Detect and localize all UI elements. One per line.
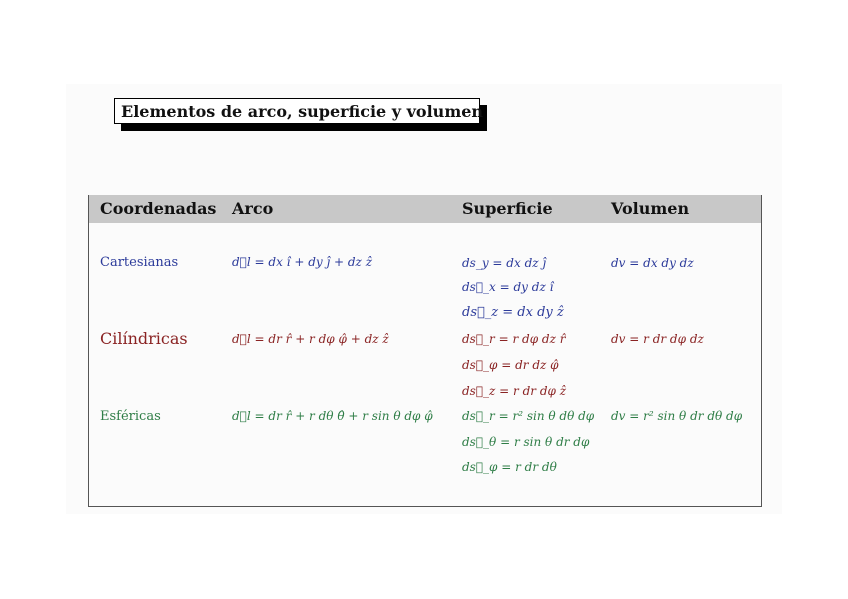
surface-cartesian-x: ds⃗_x = dy dz î bbox=[462, 280, 554, 294]
slide-title: Elementos de arco, superficie y volumen bbox=[114, 98, 480, 124]
surface-cartesian-y: ds_y = dx dz ĵ bbox=[462, 256, 547, 270]
row-label-cartesianas: Cartesianas bbox=[100, 255, 179, 270]
surface-spherical-phi: ds⃗_φ = r dr dθ bbox=[462, 460, 557, 474]
arc-cylindrical: d⃗l = dr r̂ + r dφ φ̂ + dz ẑ bbox=[232, 332, 389, 346]
surface-spherical-theta: ds⃗_θ = r sin θ dr dφ bbox=[462, 435, 590, 449]
table-frame bbox=[88, 195, 762, 507]
surface-cylindrical-phi: ds⃗_φ = dr dz φ̂ bbox=[462, 358, 559, 372]
surface-spherical-r: ds⃗_r = r² sin θ dθ dφ bbox=[462, 409, 595, 423]
row-label-cilindricas: Cilíndricas bbox=[100, 329, 188, 348]
volume-cylindrical: dv = r dr dφ dz bbox=[611, 332, 704, 346]
arc-spherical: d⃗l = dr r̂ + r dθ θ̂ + r sin θ dφ φ̂ bbox=[232, 409, 433, 423]
surface-cartesian-z: ds⃗_z = dx dy ẑ bbox=[462, 305, 564, 320]
surface-cylindrical-z: ds⃗_z = r dr dφ ẑ bbox=[462, 384, 567, 398]
arc-cartesian: d⃗l = dx î + dy ĵ + dz ẑ bbox=[232, 255, 373, 269]
header-superficie: Superficie bbox=[462, 199, 553, 218]
header-coordenadas: Coordenadas bbox=[100, 199, 217, 218]
header-volumen: Volumen bbox=[611, 199, 690, 218]
header-arco: Arco bbox=[232, 199, 274, 218]
volume-cartesian: dv = dx dy dz bbox=[611, 256, 694, 270]
surface-cylindrical-r: ds⃗_r = r dφ dz r̂ bbox=[462, 332, 566, 346]
row-label-esfericas: Esféricas bbox=[100, 409, 161, 424]
volume-spherical: dv = r² sin θ dr dθ dφ bbox=[611, 409, 743, 423]
